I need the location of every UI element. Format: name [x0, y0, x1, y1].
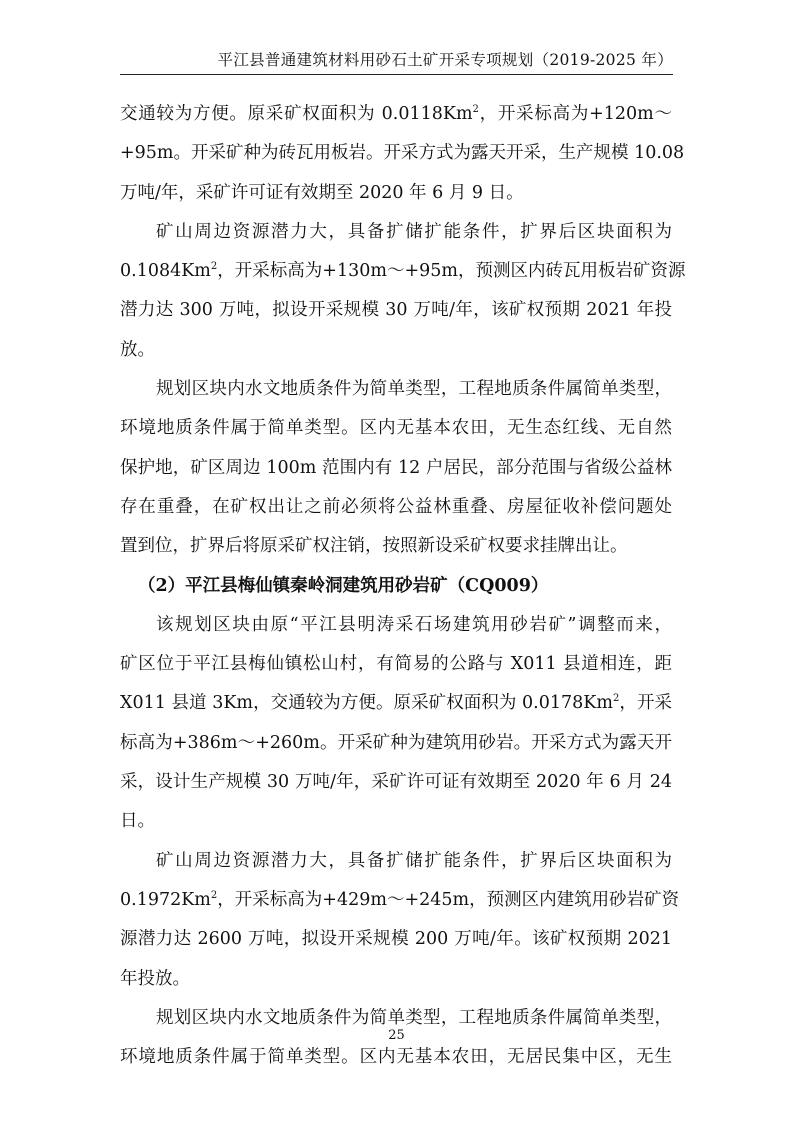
line-text: +95m。开采矿种为砖瓦用板岩。开采方式为露天开采，生产规模 10.08	[120, 143, 685, 164]
text-line	[120, 1038, 672, 1077]
text-line	[120, 881, 680, 920]
line-text: 矿山周边资源潜力大，具备扩储扩能条件，扩界后区块面积为	[156, 850, 672, 871]
superscript: 2	[472, 104, 479, 115]
text-line	[120, 488, 672, 527]
line-text: 0.1084Km	[120, 261, 211, 282]
page-number: 25	[388, 1028, 405, 1043]
line-text: 环境地质条件属于简单类型。区内无基本农田，无生态红线、无自然	[120, 418, 672, 439]
text-line	[120, 842, 672, 881]
text-line	[120, 920, 672, 959]
superscript: 2	[612, 693, 620, 705]
section-heading	[120, 567, 672, 606]
line-text: ，开采标高为+429m～+245m，预测区内建筑用砂岩矿资	[217, 889, 680, 910]
line-text: 矿山周边资源潜力大，具备扩储扩能条件，扩界后区块面积为	[156, 221, 672, 242]
text-line	[120, 95, 672, 134]
line-text: 放。	[120, 339, 155, 360]
superscript: 2	[210, 889, 218, 901]
line-text: ，开采标高为+130m～+95m，预测区内砖瓦用板岩矿资源	[217, 261, 686, 282]
line-text: 源潜力达 2600 万吨，拟设开采规模 200 万吨/年。该矿权预期 2021	[120, 929, 672, 950]
text-line	[120, 252, 686, 291]
line-text: 规划区块内水文地质条件为简单类型，工程地质条件属简单类型，	[156, 379, 672, 400]
line-text: 该规划区块由原“平江县明涛采石场建筑用砂岩矿”调整而来，	[156, 614, 672, 635]
line-text: 规划区块内水文地质条件为简单类型，工程地质条件属简单类型，	[156, 1007, 672, 1028]
line-text: 环境地质条件属于简单类型。区内无基本农田，无居民集中区，无生	[120, 1047, 672, 1068]
text-line	[120, 763, 672, 802]
line-text: 交通较为方便。原采矿权面积为 0.0118Km	[120, 104, 473, 124]
text-line	[120, 449, 672, 488]
line-text: 0.1972Km	[120, 889, 211, 910]
line-text: 标高为+386m～+260m。开采矿种为建筑用砂岩。开采方式为露天开	[120, 732, 672, 753]
line-text: 采，设计生产规模 30 万吨/年，采矿许可证有效期至 2020 年 6 月 24	[120, 772, 672, 793]
text-line	[120, 409, 672, 448]
text-line	[120, 291, 672, 330]
line-text: 置到位，扩界后将原采矿权注销，按照新设采矿权要求挂牌出让。	[120, 536, 628, 557]
text-line	[120, 174, 672, 213]
text-line	[120, 331, 672, 370]
line-text: 矿区位于平江县梅仙镇松山村，有简易的公路与 X011 县道相连，距	[120, 654, 672, 675]
text-line	[120, 370, 672, 409]
line-text: 万吨/年，采矿许可证有效期至 2020 年 6 月 9 日。	[120, 182, 524, 203]
line-text: ，开采	[619, 693, 672, 714]
text-line	[120, 960, 672, 999]
text-line	[120, 724, 672, 763]
line-text: （2）平江县梅仙镇秦岭洞建筑用砂岩矿（CQ009）	[138, 575, 549, 596]
superscript: 2	[210, 261, 218, 273]
running-header: 平江县普通建筑材料用砂石土矿开采专项规划（2019-2025 年）	[120, 50, 673, 75]
text-line	[120, 684, 672, 723]
text-line	[120, 527, 672, 566]
line-text: 保护地，矿区周边 100m 范围内有 12 户居民，部分范围与省级公益林	[120, 457, 672, 478]
text-line	[120, 213, 672, 252]
line-text: 年投放。	[120, 968, 190, 989]
line-text: 存在重叠，在矿权出让之前必须将公益林重叠、房屋征收补偿问题处	[120, 496, 672, 517]
line-text: ，开采标高为+120m～	[478, 104, 672, 124]
text-line	[120, 645, 672, 684]
text-line	[120, 134, 685, 173]
line-text: 潜力达 300 万吨，拟设开采规模 30 万吨/年，该矿权预期 2021 年投	[120, 300, 672, 321]
document-body	[120, 95, 686, 1077]
line-text: 日。	[120, 811, 155, 832]
text-line	[120, 802, 672, 841]
text-line	[120, 606, 672, 645]
line-text: X011 县道 3Km，交通较为方便。原采矿权面积为 0.0178Km	[120, 693, 613, 714]
